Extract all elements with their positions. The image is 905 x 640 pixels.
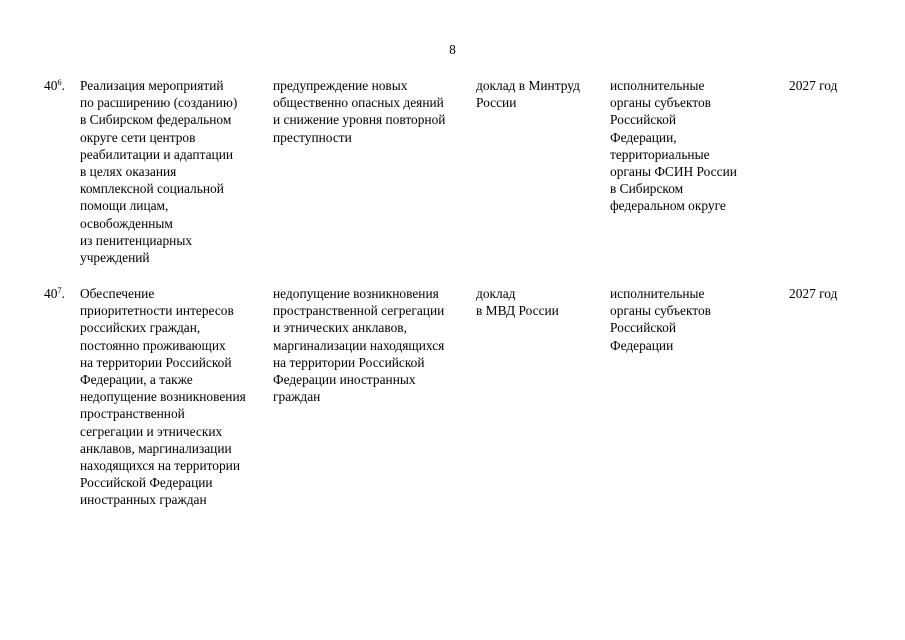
item-number-superscript: 7 xyxy=(57,285,62,295)
item-number-superscript: 6 xyxy=(57,77,62,87)
measure-text: Реализация мероприятий по расширению (созданию) в Сибирском федеральном округе сети центров реабилитации и адаптации в целях оказания комплексной социальной помощи лицам, освобожденным из пенитенциарных учреждений xyxy=(80,78,238,266)
expected-result-text: предупреждение новых общественно опасных деяний и снижение уровня повторной преступности xyxy=(273,78,446,145)
report-type-text: доклад в МВД России xyxy=(476,286,559,319)
item-number-suffix: . xyxy=(61,78,65,93)
item-number-suffix: . xyxy=(61,286,65,301)
deadline-text: 2027 год xyxy=(789,286,838,301)
item-number-main: 40 xyxy=(44,78,58,93)
item-number xyxy=(44,77,80,94)
item-number xyxy=(44,285,80,302)
executors-text: исполнительные органы субъектов Российской Федерации, территориальные органы ФСИН России в Сибирском федеральном округе xyxy=(610,78,737,214)
executors-text: исполнительные органы субъектов Российской Федерации xyxy=(610,286,711,353)
expected-result-text: недопущение возникновения пространственной сегрегации и этнических анклавов, маргинализации находящихся на территории Российской Федерации иностранных граждан xyxy=(273,286,445,405)
page-number: 8 xyxy=(449,42,456,57)
report-type-text: доклад в Минтруд России xyxy=(476,78,580,111)
deadline-text: 2027 год xyxy=(789,78,838,93)
item-number-main: 40 xyxy=(44,286,58,301)
measure-text: Обеспечение приоритетности интересов российских граждан, постоянно проживающих на территории Российской Федерации, а также недопущение возникновения пространственной сегрегации и этнических анклавов, маргинализации находящихся на территории Российской Федерации иностранных граждан xyxy=(80,286,246,508)
